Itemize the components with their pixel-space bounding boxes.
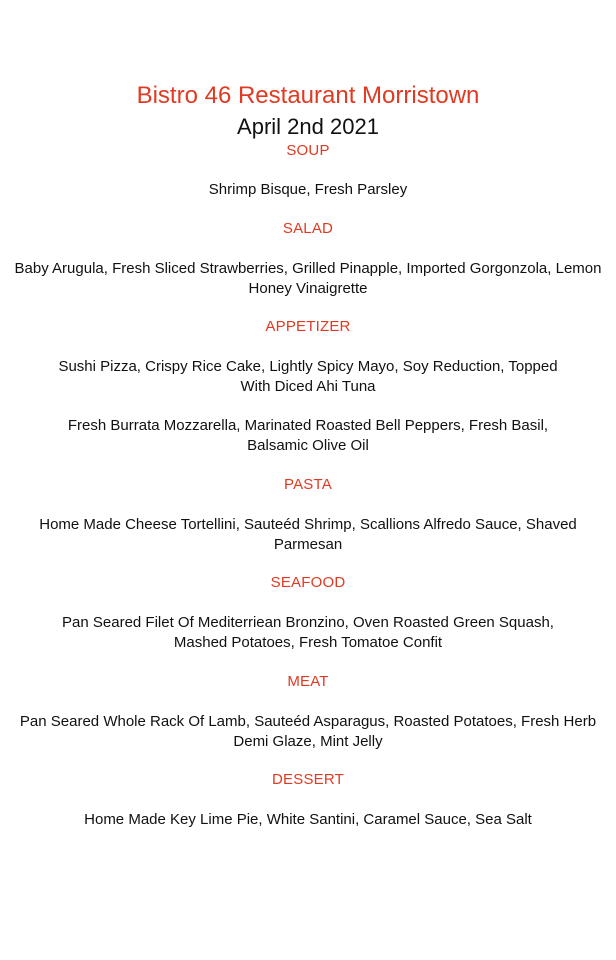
section-heading-pasta: PASTA <box>284 476 332 493</box>
section-heading-meat: MEAT <box>287 673 329 690</box>
dish-meat-1: Pan Seared Whole Rack Of Lamb, Sauteéd Asparagus, Roasted Potatoes, Fresh Herb Demi Glaze, Mint Jelly <box>19 713 597 750</box>
section-heading-dessert: DESSERT <box>272 771 344 788</box>
dish-pasta-1: Home Made Cheese Tortellini, Sauteéd Shrimp, Scallions Alfredo Sauce, Shaved Parmesan <box>39 516 577 553</box>
dish-seafood-1: Pan Seared Filet Of Mediterriean Bronzino, Oven Roasted Green Squash, Mashed Potatoes, Fresh Tomatoe Confit <box>62 614 554 651</box>
section-heading-soup: SOUP <box>286 142 330 159</box>
dish-appetizer-2: Fresh Burrata Mozzarella, Marinated Roasted Bell Peppers, Fresh Basil, Balsamic Olive Oil <box>67 417 549 454</box>
dish-dessert-1: Home Made Key Lime Pie, White Santini, Caramel Sauce, Sea Salt <box>84 811 532 828</box>
dish-salad-1: Baby Arugula, Fresh Sliced Strawberries, Grilled Pinapple, Imported Gorgonzola, Lemon Honey Vinaigrette <box>14 260 602 297</box>
section-heading-salad: SALAD <box>282 220 334 237</box>
dish-soup-1: Shrimp Bisque, Fresh Parsley <box>208 181 408 198</box>
section-heading-seafood: SEAFOOD <box>270 574 346 591</box>
menu-date: April 2nd 2021 <box>237 114 379 139</box>
section-heading-appetizer: APPETIZER <box>265 318 351 335</box>
restaurant-name: Bistro 46 Restaurant Morristown <box>136 82 480 109</box>
dish-appetizer-1: Sushi Pizza, Crispy Rice Cake, Lightly Spicy Mayo, Soy Reduction, Topped With Diced Ahi Tuna <box>58 358 558 395</box>
